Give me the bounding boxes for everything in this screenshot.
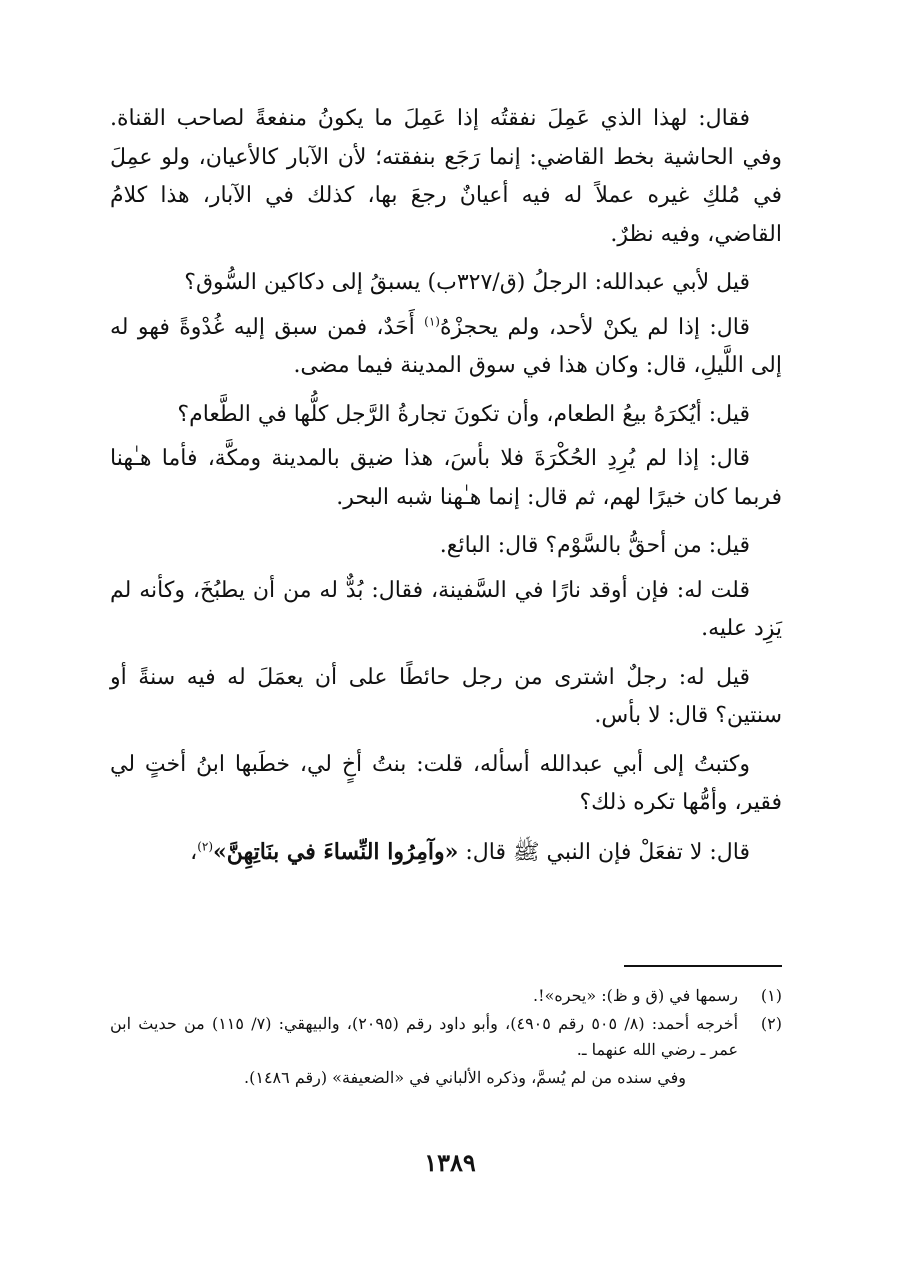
footnote-ref-2[interactable]: (٢) xyxy=(197,839,214,854)
footnote-2-continuation: وفي سنده من لم يُسمَّ، وذكره الألباني في «الضعيفة» (رقم ١٤٨٦). xyxy=(244,1068,686,1087)
hadith-quote: «وآمِرُوا النِّساءَ في بنَاتِهِنَّ» xyxy=(213,838,459,865)
main-text-block xyxy=(110,100,782,882)
page-number: ١٣٨٩ xyxy=(424,1148,476,1177)
paragraph-9: وكتبتُ إلى أبي عبدالله أسأله، قلت: بنتُ أخٍ لي، خطَبها ابنُ أختٍ لي فقير، وأمُّها تكره ذلك؟ xyxy=(110,751,782,815)
footnote-2 xyxy=(110,1011,782,1063)
footnote-2-number: (٢) xyxy=(760,1014,782,1033)
paragraph-2: قيل لأبي عبدالله: الرجلُ (ق/٣٢٧ب) يسبقُ إلى دكاكين السُّوق؟ xyxy=(184,270,750,295)
paragraph-10-end: ، xyxy=(190,839,198,865)
paragraph-6: قيل: من أحقُّ بالسَّوْم؟ قال: البائع. xyxy=(439,533,750,558)
footnotes-section xyxy=(110,983,782,1091)
paragraph-1: فقال: لهذا الذي عَمِلَ نفقتُه إذا عَمِلَ ما يكونُ منفعةً لصاحب القناة. وفي الحاشية بخط القاضي: إنما رَجَع بنفقته؛ لأن الآبار كالأعيان، ولو عمِلَ في مُلكِ غيره عملاً له فيه أعيانٌ رجعَ بها، كذلك في الآبار، هذا كلامُ القاضي، وفيه نظرٌ. xyxy=(110,106,782,247)
paragraph-10-part-1: قال: لا تفعَلْ فإن النبي ﷺ قال: xyxy=(458,839,750,865)
footnote-1-text: رسمها في (ق و ظ): «يحره»!. xyxy=(533,986,738,1005)
footnote-2-text: أخرجه أحمد: (٨/ ٥٠٥ رقم ٤٩٠٥)، وأبو داود رقم (٢٠٩٥)، والبيهقي: (٧/ ١١٥) من حديث ابن عمر ـ رضي الله عنهما ـ. xyxy=(110,1014,739,1059)
footnote-1-number: (١) xyxy=(760,986,782,1005)
footnote-ref-1[interactable]: (١) xyxy=(424,314,440,329)
paragraph-5: قال: إذا لم يُرِدِ الحُكْرَةَ فلا بأسَ، هذا ضيق بالمدينة ومكَّة، فأما هـٰهنا فربما كان خيرًا لهم، ثم قال: إنما هـٰهنا شبه البحر. xyxy=(110,446,782,510)
footnote-separator xyxy=(624,965,782,967)
paragraph-3-part-2: أَحَدٌ، فمن سبق إليه غُدْوةً فهو له إلى اللَّيلِ، قال: وكان هذا في سوق المدينة فيما مضى. xyxy=(110,314,782,378)
paragraph-7: قلت له: فإن أوقد نارًا في السَّفينة، فقال: بُدٌّ له من أن يطبُخَ، وكأنه لم يَزِد عليه. xyxy=(110,577,782,641)
paragraph-3-part-1: قال: إذا لم يكنْ لأحد، ولم يحجزْهُ xyxy=(439,314,750,340)
paragraph-4: قيل: أيُكرَهُ بيعُ الطعام، وأن تكونَ تجارةُ الرَّجل كلُّها في الطَّعام؟ xyxy=(177,401,750,427)
footnote-1 xyxy=(110,983,782,1009)
paragraph-8: قيل له: رجلٌ اشترى من رجل حائطًا على أن يعمَلَ له فيه سنةً أو سنتين؟ قال: لا بأس. xyxy=(110,664,782,728)
paragraph-10 xyxy=(110,833,782,873)
paragraph-3 xyxy=(110,309,782,386)
